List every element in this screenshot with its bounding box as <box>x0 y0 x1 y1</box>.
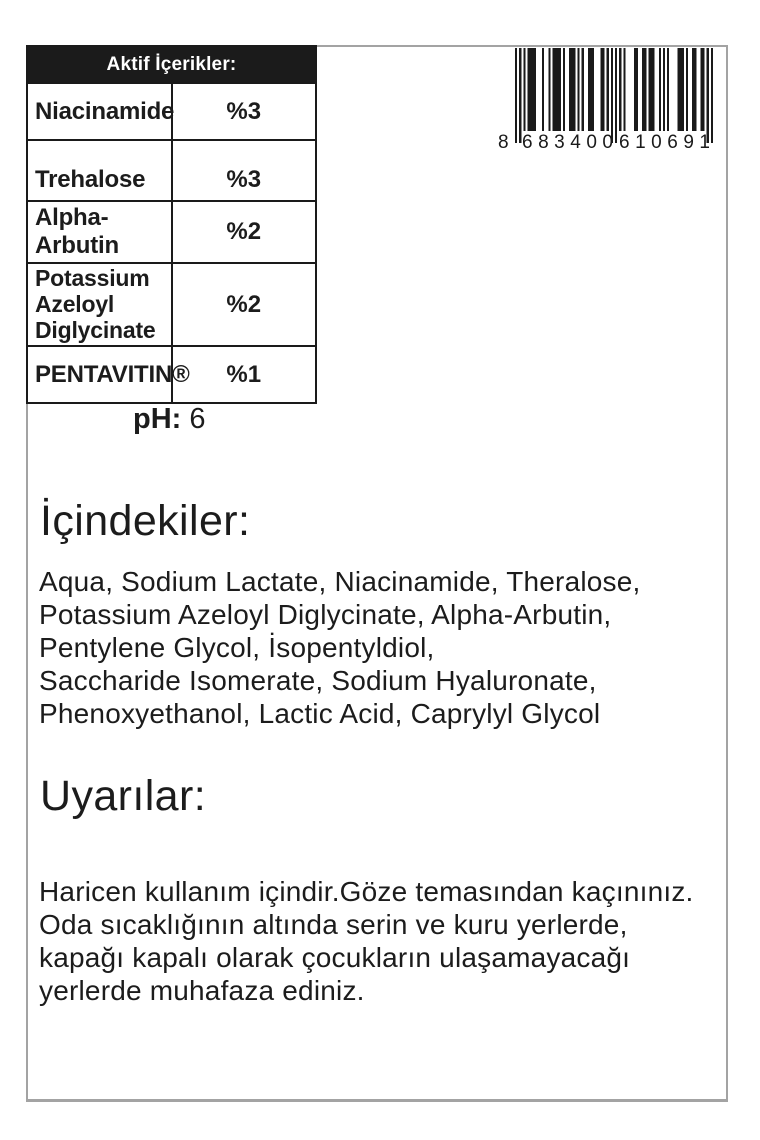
barcode-digit: 1 <box>699 132 710 153</box>
active-ingredients-body <box>27 83 316 403</box>
ph-line <box>133 403 205 436</box>
active-ingredients-table <box>26 45 317 404</box>
ingredient-name-cell: Trehalose <box>27 140 172 201</box>
ph-value: 6 <box>189 403 206 435</box>
ingredient-row <box>27 201 316 263</box>
text-line: yerlerde muhafaza ediniz. <box>39 975 365 1006</box>
barcode-bars-icon <box>515 48 713 143</box>
warnings-heading: Uyarılar: <box>40 772 207 820</box>
barcode-digit: 0 <box>586 132 597 153</box>
barcode-digit: 0 <box>651 132 662 153</box>
ingredient-row <box>27 140 316 201</box>
ingredient-value-cell: %3 <box>172 83 317 140</box>
barcode-digit: 3 <box>554 132 565 153</box>
text-line: Aqua, Sodium Lactate, Niacinamide, Theralose, <box>39 566 641 597</box>
ingredient-name-cell: Potassium Azeloyl Diglycinate <box>27 263 172 346</box>
text-line: Haricen kullanım içindir.Göze temasından kaçınınız. <box>39 876 694 907</box>
barcode-digits-right <box>619 132 710 154</box>
ingredient-value-cell: %2 <box>172 263 317 346</box>
barcode-digits-left <box>522 132 613 154</box>
barcode-digit: 1 <box>635 132 646 153</box>
ingredient-row <box>27 263 316 346</box>
barcode-digit: 8 <box>538 132 549 153</box>
warnings-text <box>39 875 694 1007</box>
ingredient-value-cell: %1 <box>172 346 317 403</box>
ingredient-name-cell: Niacinamide <box>27 83 172 140</box>
ingredients-list <box>39 565 640 730</box>
barcode-digit: 4 <box>570 132 581 153</box>
text-line: kapağı kapalı olarak çocukların ulaşamayacağı <box>39 942 631 973</box>
text-line: Potassium Azeloyl Diglycinate, Alpha-Arbutin, <box>39 599 612 630</box>
ingredients-heading: İçindekiler: <box>40 497 251 545</box>
label-frame <box>26 45 728 1102</box>
ingredient-row <box>27 83 316 140</box>
barcode-digit: 0 <box>602 132 613 153</box>
ingredient-name-cell: Alpha-Arbutin <box>27 201 172 263</box>
barcode-digit-first: 8 <box>498 132 509 153</box>
barcode-digit: 6 <box>619 132 630 153</box>
text-line: Pentylene Glycol, İsopentyldiol, <box>39 632 435 663</box>
barcode-digit: 6 <box>667 132 678 153</box>
text-line: Phenoxyethanol, Lactic Acid, Caprylyl Glycol <box>39 698 601 729</box>
text-line: Oda sıcaklığının altında serin ve kuru yerlerde, <box>39 909 628 940</box>
ingredient-value-cell: %2 <box>172 201 317 263</box>
barcode-digit: 9 <box>683 132 694 153</box>
barcode <box>498 48 713 158</box>
ingredient-name-cell: PENTAVITIN® <box>27 346 172 403</box>
ingredient-row <box>27 346 316 403</box>
text-line: Saccharide Isomerate, Sodium Hyaluronate, <box>39 665 597 696</box>
ph-label: pH: <box>133 403 182 435</box>
ingredient-value-cell: %3 <box>172 140 317 201</box>
barcode-digit: 6 <box>522 132 533 153</box>
active-ingredients-header: Aktif İçerikler: <box>27 46 316 83</box>
